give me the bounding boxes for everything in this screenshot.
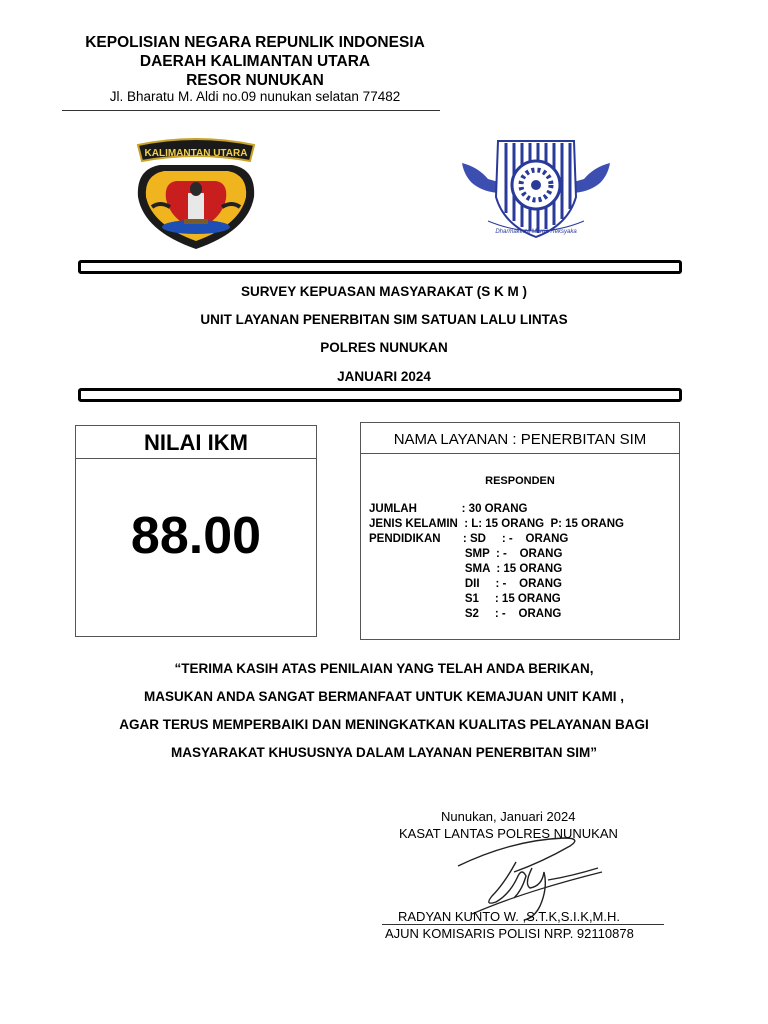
letterhead-line-1: KEPOLISIAN NEGARA REPUNLIK INDONESIA xyxy=(85,34,425,51)
thanks-line-3: AGAR TERUS MEMPERBAIKI DAN MENINGKATKAN KUALITAS PELAYANAN BAGI xyxy=(119,717,649,732)
police-shield-crest-icon xyxy=(130,135,262,253)
thanks-line-4: MASYARAKAT KHUSUSNYA DALAM LAYANAN PENERBITAN SIM” xyxy=(170,745,598,760)
thanks-line-2: MASUKAN ANDA SANGAT BERMANFAAT UNTUK KEMAJUAN UNIT KAMI , xyxy=(144,689,624,704)
respondents-title: RESPONDEN xyxy=(485,475,555,487)
signature-rank-nrp: AJUN KOMISARIS POLISI NRP. 92110878 xyxy=(385,926,634,941)
survey-period: JANUARI 2024 xyxy=(337,369,431,384)
respondent-row-dii: DII : - ORANG xyxy=(369,578,562,590)
letterhead-address: Jl. Bharatu M. Aldi no.09 nunukan selatan 77482 xyxy=(109,89,401,104)
service-info-box xyxy=(360,422,680,640)
ikm-value: 88.00 xyxy=(130,507,262,565)
traffic-police-wing-emblem-icon xyxy=(458,133,614,243)
emblem-motto-text: Dharmakerta Marga Reksyaka xyxy=(495,229,577,235)
thanks-line-1: “TERIMA KASIH ATAS PENILAIAN YANG TELAH ANDA BERIKAN, xyxy=(174,661,594,676)
survey-title: SURVEY KEPUASAN MASYARAKAT (S K M ) xyxy=(240,284,528,299)
signature-rule xyxy=(382,924,664,925)
ikm-label: NILAI IKM xyxy=(76,426,316,459)
respondent-row-total: JUMLAH : 30 ORANG xyxy=(369,503,528,515)
respondent-row-education: PENDIDIKAN : SD : - ORANG xyxy=(369,533,569,545)
respondent-row-s2: S2 : - ORANG xyxy=(369,608,562,620)
letterhead-line-2: DAERAH KALIMANTAN UTARA xyxy=(139,53,371,70)
ikm-score-box xyxy=(75,425,317,637)
respondent-row-gender: JENIS KELAMIN : L: 15 ORANG P: 15 ORANG xyxy=(369,518,624,530)
letterhead-rule xyxy=(62,110,440,111)
respondent-row-sma: SMA : 15 ORANG xyxy=(369,563,563,575)
signature-place-date: Nunukan, Januari 2024 xyxy=(441,809,576,824)
header-frame-bar-bottom xyxy=(78,388,682,402)
service-name: NAMA LAYANAN : PENERBITAN SIM xyxy=(361,423,679,454)
signature-position: KASAT LANTAS POLRES NUNUKAN xyxy=(399,826,618,841)
survey-office: POLRES NUNUKAN xyxy=(320,340,448,355)
crest-banner-text: KALIMANTAN UTARA xyxy=(144,148,248,159)
letterhead-line-3: RESOR NUNUKAN xyxy=(186,72,324,89)
respondent-row-smp: SMP : - ORANG xyxy=(369,548,563,560)
header-frame-bar-top xyxy=(78,260,682,274)
respondent-row-s1: S1 : 15 ORANG xyxy=(369,593,561,605)
signature-name: RADYAN KUNTO W. ,S.T.K,S.I.K,M.H. xyxy=(398,909,620,924)
survey-unit: UNIT LAYANAN PENERBITAN SIM SATUAN LALU LINTAS xyxy=(200,312,568,327)
